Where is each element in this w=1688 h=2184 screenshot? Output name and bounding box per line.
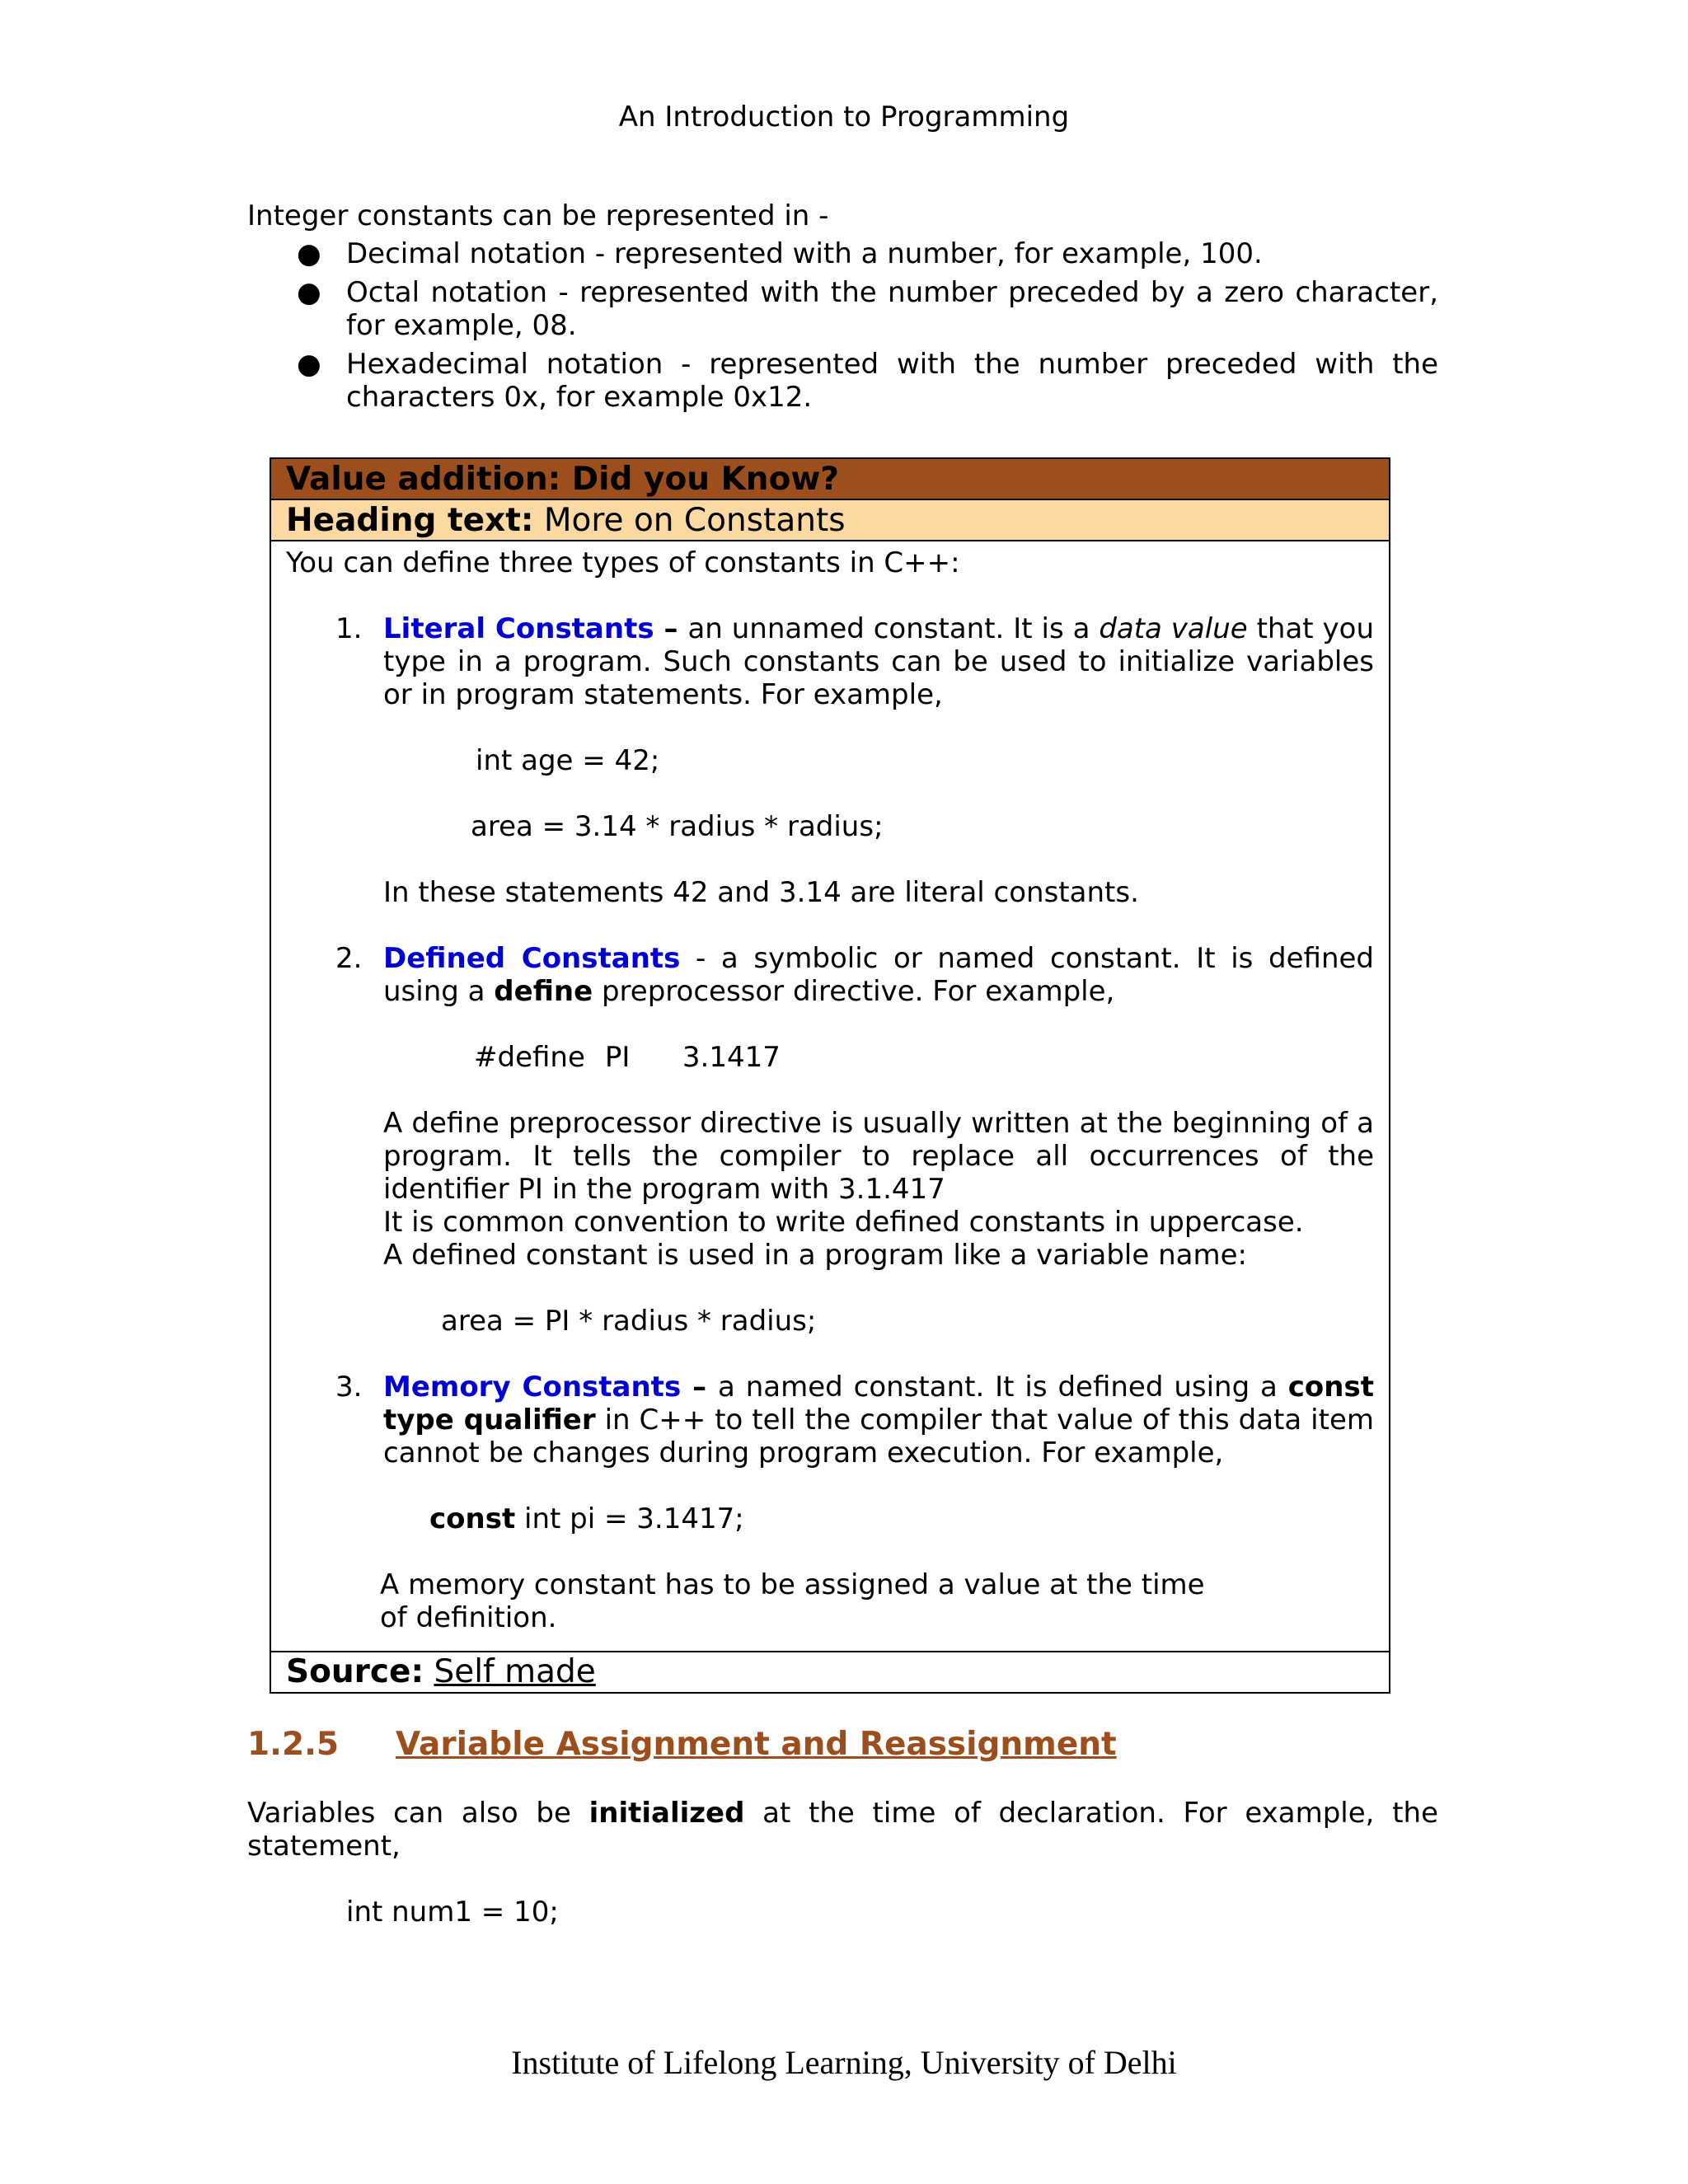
term-defined-constants: Defined Constants (383, 942, 681, 975)
box-content (271, 541, 1389, 1651)
code-line: #define PI 3.1417 (474, 1041, 781, 1074)
list-item-memory-constants: 3. Memory Constants – a named constant. It is defined using a const type qualifier in C++ to tell the compiler that value of this data item cannot be changes during program execution. For example, const int pi = 3.1417; A memory constant has to be assigned a value at the time of definition. (335, 1371, 1374, 1634)
item-note: In these statements 42 and 3.14 are literal constants. (383, 876, 1139, 909)
source-label: Source: (286, 1653, 424, 1690)
box-heading (271, 500, 1389, 541)
item-number: 1. (335, 612, 363, 645)
section-heading (247, 1724, 1117, 1765)
box-intro: You can define three types of constants in C++: (286, 546, 960, 579)
code-line: area = 3.14 * radius * radius; (471, 810, 884, 843)
code-line: const int pi = 3.1417; (429, 1502, 744, 1535)
page-footer: Institute of Lifelong Learning, University of Delhi (511, 2044, 1177, 2081)
list-item: ● Octal notation - represented with the number preceded by a zero character, for example, 08. (297, 276, 1438, 342)
section-title: Variable Assignment and Reassignment (396, 1726, 1117, 1763)
box-source (271, 1651, 1389, 1692)
code-line: int num1 = 10; (346, 1896, 559, 1929)
list-item: ● Hexadecimal notation - represented with the number preceded with the characters 0x, for example 0x12. (297, 348, 1438, 414)
list-item: ● Decimal notation - represented with a number, for example, 100. (297, 237, 1263, 270)
section-number: 1.2.5 (247, 1726, 340, 1763)
section-body (247, 1797, 1438, 1929)
bullet-icon: ● (297, 348, 321, 381)
value-addition-box (270, 457, 1390, 1694)
item-note: A memory constant has to be assigned a value at the time of definition. (380, 1568, 1205, 1634)
heading-label: Heading text: (286, 502, 534, 539)
list-item-literal-constants: 1. Literal Constants – an unnamed constant. It is a data value that you type in a program. Such constants can be used to initialize variables or in program statements. For example, int age = 42; area = 3.14 * radius * radius; In these statements 42 and 3.14 are literal constants. (335, 612, 1374, 909)
section-paragraph: Variables can also be initialized at the time of declaration. For example, the statement, (247, 1797, 1438, 1863)
term-memory-constants: Memory Constants (383, 1371, 682, 1404)
code-line: int age = 42; (476, 744, 660, 777)
item-number: 3. (335, 1371, 363, 1404)
box-title: Value addition: Did you Know? (271, 459, 1389, 500)
intro-section (247, 199, 1438, 419)
heading-value: More on Constants (543, 502, 846, 539)
item-paragraph: A defined constant is used in a program like a variable name: (383, 1239, 1247, 1272)
term-literal-constants: Literal Constants (383, 612, 654, 645)
item-paragraph: It is common convention to write defined constants in uppercase. (383, 1206, 1304, 1239)
bullet-icon: ● (297, 276, 321, 309)
notation-list (247, 237, 1438, 414)
running-header: An Introduction to Programming (618, 101, 1070, 134)
intro-lead: Integer constants can be represented in - (247, 199, 829, 232)
code-line: area = PI * radius * radius; (441, 1305, 817, 1338)
item-number: 2. (335, 942, 363, 975)
bullet-icon: ● (297, 237, 321, 270)
item-paragraph: A define preprocessor directive is usually written at the beginning of a program. It tells the compiler to replace all occurrences of the identifier PI in the program with 3.1.417 (383, 1107, 1374, 1206)
list-item-defined-constants: 2. Defined Constants - a symbolic or named constant. It is defined using a define preprocessor directive. For example, #define PI 3.1417 A define preprocessor directive is usually written at the beginning of a program. It tells the compiler to replace all occurrences of the identifier PI in the program with 3.1.417 It is common convention to write defined constants in uppercase. A defined constant is used in a program like a variable name: area = PI * radius * radius; (335, 942, 1374, 1338)
source-value: Self made (434, 1653, 596, 1690)
